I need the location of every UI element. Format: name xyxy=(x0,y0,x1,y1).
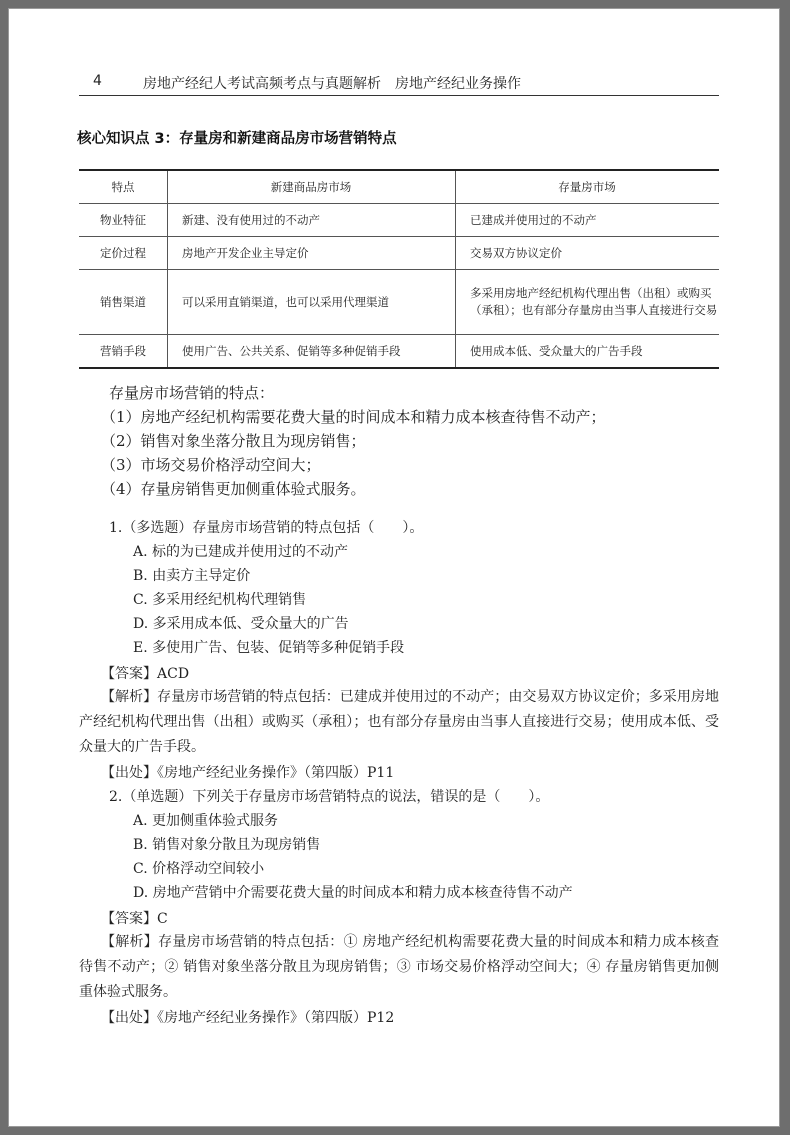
question-stem: 2.（单选题）下列关于存量房市场营销特点的说法，错误的是（ ）。 xyxy=(109,789,550,805)
question-analysis: 【解析】存量房市场营销的特点包括：① 房地产经纪机构需要花费大量的时间成本和精力成本核查待售不动产；② 销售对象坐落分散且为现房销售；③ 市场交易价格浮动空间大；④ 存量房销售更加侧重体验式服务。 xyxy=(79,934,719,1000)
table-cell: 营销手段 xyxy=(79,335,168,369)
question-option: A. 更加侧重体验式服务 xyxy=(133,813,279,829)
feature-item: （4）存量房销售更加侧重体验式服务。 xyxy=(101,480,366,498)
question-source: 【出处】《房地产经纪业务操作》（第四版）P12 xyxy=(101,1010,395,1026)
table-cell: 使用成本低、受众量大的广告手段 xyxy=(456,335,720,369)
table-cell: 物业特征 xyxy=(79,204,168,237)
table-cell: 使用广告、公共关系、促销等多种促销手段 xyxy=(168,335,456,369)
table-cell: 已建成并使用过的不动产 xyxy=(456,204,720,237)
comparison-table xyxy=(79,169,719,369)
question-option: A. 标的为已建成并使用过的不动产 xyxy=(133,544,349,560)
running-title: 房地产经纪人考试高频考点与真题解析 房地产经纪业务操作 xyxy=(143,76,521,92)
table-cell: 房地产开发企业主导定价 xyxy=(168,237,456,270)
table-row xyxy=(79,237,719,270)
table-row xyxy=(79,335,719,369)
question-answer: 【答案】ACD xyxy=(101,666,190,682)
table-cell: 定价过程 xyxy=(79,237,168,270)
book-page xyxy=(8,8,780,1127)
question-option: B. 销售对象分散且为现房销售 xyxy=(133,837,321,853)
feature-item: （1）房地产经纪机构需要花费大量的时间成本和精力成本核查待售不动产； xyxy=(101,408,606,426)
feature-item: （2）销售对象坐落分散且为现房销售； xyxy=(101,432,366,450)
header-rule xyxy=(79,95,719,96)
table-header-cell: 存量房市场 xyxy=(456,170,720,204)
table-cell: 可以采用直销渠道，也可以采用代理渠道 xyxy=(168,270,456,335)
table-row xyxy=(79,270,719,335)
features-heading: 存量房市场营销的特点： xyxy=(109,384,275,402)
table-row xyxy=(79,204,719,237)
question-option: C. 多采用经纪机构代理销售 xyxy=(133,592,307,608)
page-number: 4 xyxy=(93,73,102,89)
question-answer: 【答案】C xyxy=(101,911,168,927)
table-header-cell: 特点 xyxy=(79,170,168,204)
table-header-cell: 新建商品房市场 xyxy=(168,170,456,204)
table-cell: 销售渠道 xyxy=(79,270,168,335)
section-title: 核心知识点 3：存量房和新建商品房市场营销特点 xyxy=(77,131,397,147)
question-source: 【出处】《房地产经纪业务操作》（第四版）P11 xyxy=(101,765,395,781)
question-option: C. 价格浮动空间较小 xyxy=(133,861,265,877)
table-header-row xyxy=(79,170,719,204)
question-option: D. 房地产营销中介需要花费大量的时间成本和精力成本核查待售不动产 xyxy=(133,885,573,901)
question-stem: 1.（多选题）存量房市场营销的特点包括（ ）。 xyxy=(109,520,424,536)
question-option: E. 多使用广告、包装、促销等多种促销手段 xyxy=(133,640,405,656)
table-cell: 新建、没有使用过的不动产 xyxy=(168,204,456,237)
question-analysis: 【解析】存量房市场营销的特点包括：已建成并使用过的不动产；由交易双方协议定价；多采用房地产经纪机构代理出售（出租）或购买（承租）；也有部分存量房由当事人直接进行交易；使用成本低、受众量大的广告手段。 xyxy=(79,689,719,755)
table-cell: 交易双方协议定价 xyxy=(456,237,720,270)
feature-item: （3）市场交易价格浮动空间大； xyxy=(101,456,321,474)
question-option: B. 由卖方主导定价 xyxy=(133,568,251,584)
table-cell: 多采用房地产经纪机构代理出售（出租）或购买（承租）；也有部分存量房由当事人直接进行交易 xyxy=(456,270,720,335)
running-header xyxy=(79,69,719,93)
question-option: D. 多采用成本低、受众量大的广告 xyxy=(133,616,349,632)
